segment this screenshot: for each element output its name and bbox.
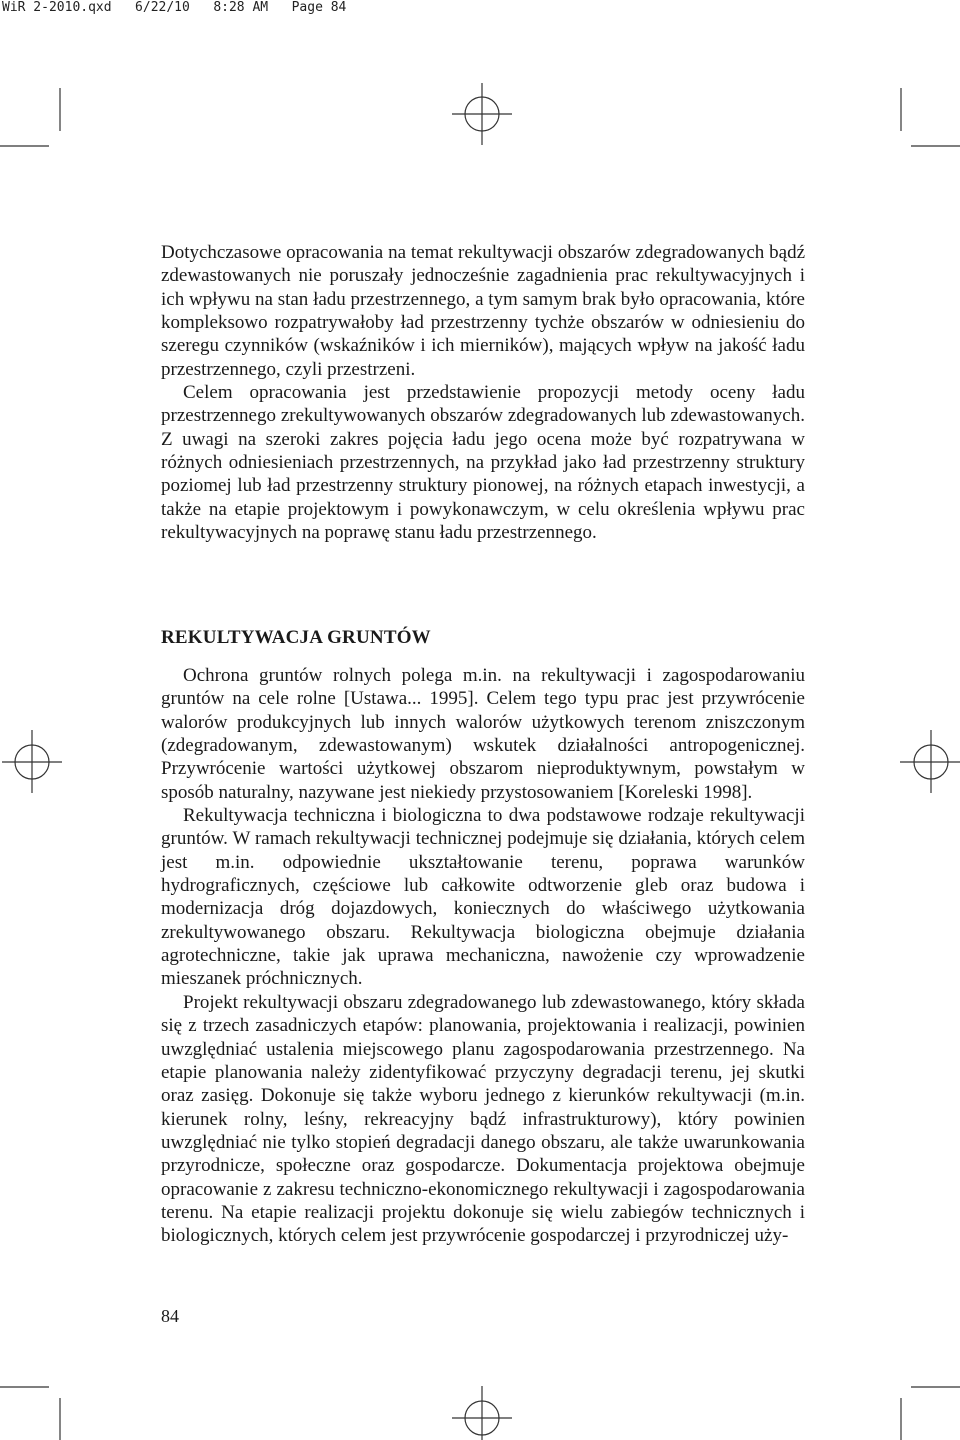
registration-mark-bottom (452, 1386, 512, 1440)
section-paragraph-2: Rekultywacja techniczna i biologiczna to dwa podstawowe rodzaje rekultywacji gruntów. W ramach rekultywacji technicznej podejmuje się działania, których celem jest m.in. odpowiednie ukształtowanie terenu, poprawa warunków hydrograficznych, częściowe lub całkowite odtworzenie gleb oraz budowa i modernizacja dróg dojazdowych, koniecznych do właściwego użytkowania zrekultywowanego obszaru. Rekultywacja biologiczna obejmuje działania agrotechniczne, takie jak uprawa mechaniczna, nawożenie czy wprowadzenie mieszanek próchnicznych. (161, 805, 805, 990)
section-paragraph-1: Ochrona gruntów rolnych polega m.in. na rekultywacji i zagospodarowaniu gruntów na cele rolne [Ustawa... 1995]. Celem tego typu prac jest przywrócenie walorów produkcyjnych lub innych walorów użytkowych terenom zniszczonym (zdegradowanym, zdewastowanym) wskutek działalności antropogenicznej. Przywrócenie wartości użytkowej obszarom nieproduktywnym, powstałym w sposób naturalny, nazywane jest niekiedy przystosowaniem [Koreleski 1998]. (161, 665, 805, 803)
registration-mark-left (2, 730, 62, 793)
intro-text (161, 241, 805, 544)
print-slug: WiR 2-2010.qxd 6/22/10 8:28 AM Page 84 (2, 0, 347, 15)
intro-paragraph-1: Dotychczasowe opracowania na temat rekultywacji obszarów zdegradowanych bądź zdewastowanych nie poruszały jednocześnie zagadnienia prac rekultywacyjnych i ich wpływu na stan ładu przestrzennego, a tym samym brak było opracowania, które kompleksowo rozpatrywałoby ład przestrzenny tychże obszarów w odniesieniu do szeregu czynników (wskaźników i ich mierników), mających wpływ na jakość ładu przestrzennego, czyli przestrzeni. (161, 242, 805, 380)
registration-mark-top (452, 83, 512, 145)
registration-mark-right (900, 730, 960, 793)
page-number: 84 (161, 1306, 179, 1326)
intro-paragraph-2: Celem opracowania jest przedstawienie propozycji metody oceny ładu przestrzennego zrekultywowanych obszarów zdegradowanych lub zdewastowanych. Z uwagi na szeroki zakres pojęcia ładu jego ocena może być rozpatrywana w różnych odniesieniach przestrzennych, na przykład jako ład przestrzenny struktury poziomej lub ład przestrzenny struktury pionowej, na różnych etapach inwestycji, a także na etapie projektowym i powykonawczym, w celu określenia wpływu prac rekultywacyjnych na poprawę stanu ładu przestrzennego. (161, 382, 805, 544)
section-text (161, 664, 805, 1248)
section-heading: REKULTYWACJA GRUNTÓW (161, 627, 431, 648)
section-paragraph-3: Projekt rekultywacji obszaru zdegradowanego lub zdewastowanego, który składa się z trzech zasadniczych etapów: planowania, projektowania i realizacji, powinien uwzględniać ustalenia miejscowego planu zagospodarowania przestrzennego. Na etapie planowania należy zidentyfikować przyczyny degradacji terenu, jej skutki oraz zasięg. Dokonuje się także wyboru jednego z kierunków rekultywacji (m.in. kierunek rolny, leśny, rekreacyjny bądź infrastrukturowy), który powinien uwzględniać nie tylko stopień degradacji danego obszaru, ale także uwarunkowania przyrodnicze, społeczne oraz gospodarcze. Dokumentacja projektowa obejmuje opracowanie z zakresu techniczno-ekonomicznego rekultywacji i zagospodarowania terenu. Na etapie realizacji projektu dokonuje się wielu zabiegów technicznych i biologicznych, których celem jest przywrócenie gospodarczej i przyrodniczej uży- (161, 991, 805, 1247)
